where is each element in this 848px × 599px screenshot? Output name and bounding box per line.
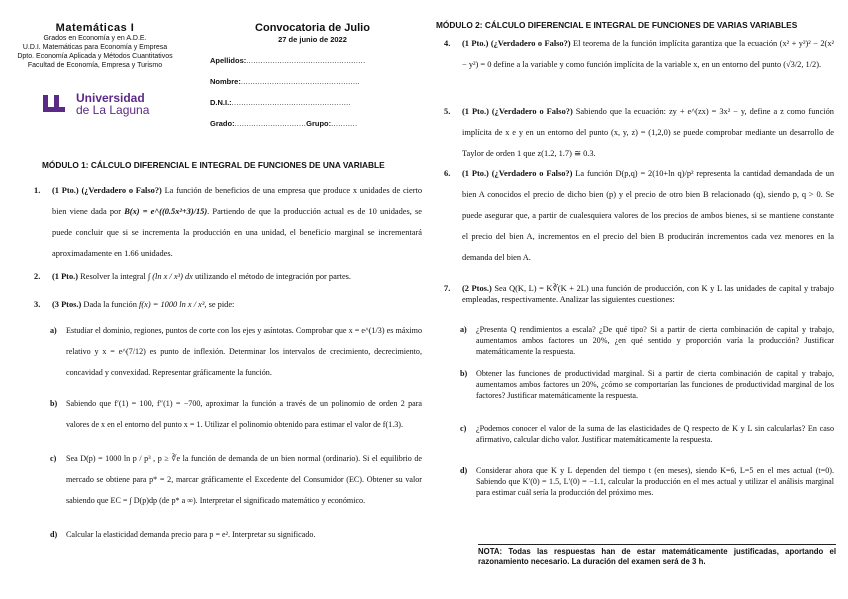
- problem-2-points: (1 Pto.): [52, 272, 79, 281]
- surname-blank: ..................................................: [246, 56, 366, 65]
- problem-2: [34, 266, 422, 287]
- problem-4-points: (1 Pto.): [462, 39, 489, 48]
- problem-7c-text: ¿Podemos conocer el valor de la suma de las elasticidades de Q respecto de K y L sin calcularlas? En caso afirmativo, calcular dicho valor. Justificar matemáticamente la respuesta.: [476, 424, 834, 444]
- problem-3d-text: Calcular la elasticidad demanda precio para p = e². Interpretar su significado.: [66, 530, 316, 539]
- problem-1-points: (1 Pto.): [52, 186, 79, 195]
- problem-7b-label: b): [460, 369, 468, 378]
- group-blank: ...........: [331, 119, 358, 128]
- problem-3a-label: a): [50, 326, 57, 335]
- dni-blank: ..................................................: [231, 98, 351, 107]
- problem-2-text-a: Resolver la integral: [80, 272, 146, 281]
- problem-1-formula: B(x) = e^((0.5x²+3)/15): [124, 207, 208, 216]
- problem-3: [34, 294, 422, 315]
- problem-3d: [50, 524, 422, 545]
- problem-7c: [460, 423, 834, 445]
- dni-field[interactable]: [210, 92, 415, 113]
- problem-3-number: 3.: [34, 300, 41, 309]
- logo-text-line2: de La Laguna: [76, 103, 150, 117]
- problem-3-text-b: , se pide:: [204, 300, 235, 309]
- problem-3a: [50, 320, 422, 383]
- name-label: Nombre:: [210, 77, 241, 86]
- problem-7-text: Sea Q(K, L) = K∛(K + 2L) una función de producción, con K y L las unidades de capital y trabajo empleadas, respectivamente. Analizar las siguientes cuestiones:: [462, 284, 834, 304]
- problem-3-formula: f(x) = 1000 ln x / x³: [139, 300, 205, 309]
- problem-7d-text: Considerar ahora que K y L dependen del tiempo t (en meses), siendo K=6, L=5 en el mes actual (t=0). Sabiendo que K′(0) = 1.5, L′(0) = −1.1, calcular la producción en el mes actual y utilizar el análisis marginal para estimar cuál sería la producción del próximo mes.: [476, 466, 834, 497]
- dni-label: D.N.I.:: [210, 98, 232, 107]
- problem-3a-text: Estudiar el dominio, regiones, puntos de corte con los ejes y asíntotas. Comprobar que x = e^(1/3) es máximo relativo y x = e^(7/12) es punto de inflexión. Determinar los intervalos de crecimiento, decrecimiento, concavidad y convexidad. Representar gráficamente la función.: [66, 326, 422, 377]
- course-title: Matemáticas I: [55, 22, 135, 34]
- degree-blank: ..............................: [234, 119, 307, 128]
- problem-7b-text: Obtener las funciones de productividad marginal. Si a partir de cierta combinación de capital y trabajo, aumentamos ambos factores un 20%, ¿cómo se comportarían las funciones de productividad marginal de los factores? Justificar matemáticamente la respuesta.: [476, 369, 834, 400]
- problem-2-text-b: utilizando el método de integración por partes.: [194, 272, 352, 281]
- degree-line: Grados en Economía y en A.D.E.: [43, 35, 147, 42]
- module1-title: MÓDULO 1: CÁLCULO DIFERENCIAL E INTEGRAL DE FUNCIONES DE UNA VARIABLE: [42, 160, 385, 170]
- problem-5: [444, 101, 834, 164]
- problem-5-points: (1 Pto.): [462, 107, 489, 116]
- ull-logo-icon: [42, 93, 68, 115]
- problem-7a-label: a): [460, 325, 467, 334]
- exam-header: [210, 22, 415, 134]
- udi-line: U.D.I. Matemáticas para Economía y Empresa: [22, 44, 168, 51]
- surname-label: Apellidos:: [210, 56, 247, 65]
- problem-3c: [50, 448, 422, 511]
- problem-7-points: (2 Ptos.): [462, 284, 492, 293]
- problem-7c-label: c): [460, 424, 467, 433]
- problem-4-number: 4.: [444, 39, 451, 48]
- problem-7: [444, 283, 834, 305]
- problem-6-number: 6.: [444, 169, 451, 178]
- problem-6-true-false: (¿Verdadero o Falso?): [491, 169, 573, 178]
- exam-note: NOTA: Todas las respuestas han de estar matemáticamente justificadas, aportando el razonamiento necesario. La duración del examen será de 3 h.: [478, 544, 836, 567]
- problem-3b: [50, 393, 422, 435]
- logo-text-line1: Universidad: [76, 91, 145, 105]
- group-label: Grupo:: [306, 119, 332, 128]
- faculty-line: Facultad de Economía, Empresa y Turismo: [27, 62, 163, 69]
- degree-group-field[interactable]: [210, 113, 415, 134]
- exam-title: Convocatoria de Julio: [255, 22, 370, 34]
- problem-7d: [460, 465, 834, 498]
- problem-1: [34, 180, 423, 264]
- problem-7a-text: ¿Presenta Q rendimientos a escala? ¿De qué tipo? Si a partir de cierta combinación de capital y trabajo, aumentamos ambos factores un 20%, ¿en qué sentido y proporción varía la producción? Justificar matemáticamente la respuesta.: [476, 325, 834, 356]
- university-logo: [42, 92, 149, 116]
- problem-4: [444, 33, 835, 75]
- problem-2-number: 2.: [34, 272, 41, 281]
- problem-7d-label: d): [460, 466, 468, 475]
- problem-7b: [460, 368, 834, 401]
- problem-6-text: La función D(p,q) = 2(10+ln q)/p² representa la cantidad demandada de un bien A conocidos el precio de dicho bien (p) y el precio de otro bien B relacionado (q), siendo p, q > 0. Se puede asegurar que, a partir de cualesquiera valores de los precios de ambos bienes, si se mantiene constante el precio del bien A, incrementos en el precio del bien B producirán incrementos cada vez menores en la demanda del bien A.: [462, 169, 835, 262]
- problem-3b-text: Sabiendo que f′(1) = 100, f″(1) = −700, aproximar la función a través de un polinomio de orden 2 para valores de x en el entorno del punto x = 1. Utilizar el polinomio obtenido para estimar el valor de f(1.3).: [66, 399, 422, 429]
- problem-5-number: 5.: [444, 107, 451, 116]
- problem-1-number: 1.: [34, 186, 41, 195]
- degree-label: Grado:: [210, 119, 235, 128]
- problem-3b-label: b): [50, 399, 58, 408]
- department-line: Dpto. Economía Aplicada y Métodos Cuantitativos: [17, 53, 173, 60]
- problem-4-true-false: (¿Verdadero o Falso?): [490, 39, 571, 48]
- problem-5-text: Sabiendo que la ecuación: zy + e^(zx) = 3x² − y, define a z como función implícita de x e y en un entorno del punto (x, y, z) = (1,2,0) se puede comprobar mediante un desarrollo de Taylor de orden 1 que z(1.2, 1.7) ≅ 0.3.: [462, 107, 834, 158]
- problem-1-true-false: (¿Verdadero o Falso?): [81, 186, 162, 195]
- name-blank: ..................................................: [240, 77, 361, 86]
- module2-title: MÓDULO 2: CÁLCULO DIFERENCIAL E INTEGRAL DE FUNCIONES DE VARIAS VARIABLES: [436, 20, 798, 30]
- problem-4-text: El teorema de la función implícita garantiza que la ecuación (x² + y²)² − 2(x² − y²) = 0 define a la variable y como función implícita de la variable x, en un entorno del punto (√3/2, 1/2).: [462, 39, 835, 69]
- institution-block: [10, 22, 180, 70]
- problem-7-number: 7.: [444, 284, 451, 293]
- problem-3c-text: Sea D(p) = 1000 ln p / p³ , p ≥ ∛e la función de demanda de un bien normal (ordinario). Si el equilibrio de mercado se obtiene para p* = 2, marcar gráficamente el Excedente del Consumidor (EC). Obtener su valor sabiendo que EC = ∫ D(p)dp (de p* a ∞). Interpretar el significado matemático y económico.: [66, 454, 422, 505]
- problem-3-text-a: Dada la función: [83, 300, 137, 309]
- problem-6-points: (1 Pto.): [462, 169, 489, 178]
- problem-3d-label: d): [50, 530, 58, 539]
- problem-1-text-b: . Partiendo de que la producción actual es de 10 unidades, se puede concluir que si se incrementa la producción en una unidad, el beneficio marginal se incrementará aproximadamente en 1.66 unidades.: [52, 207, 423, 258]
- name-field[interactable]: [210, 71, 415, 92]
- problem-2-formula: ∫ (ln x / x³) dx: [147, 272, 193, 281]
- problem-7a: [460, 324, 834, 357]
- exam-date: 27 de junio de 2022: [278, 35, 347, 44]
- problem-6: [444, 163, 835, 268]
- surname-field[interactable]: [210, 50, 415, 71]
- problem-3c-label: c): [50, 454, 57, 463]
- problem-1-text-a: La función de beneficios de una empresa que produce x unidades de cierto bien viene dada por: [52, 186, 423, 216]
- problem-3-points: (3 Ptos.): [52, 300, 82, 309]
- problem-5-true-false: (¿Verdadero o Falso?): [491, 107, 573, 116]
